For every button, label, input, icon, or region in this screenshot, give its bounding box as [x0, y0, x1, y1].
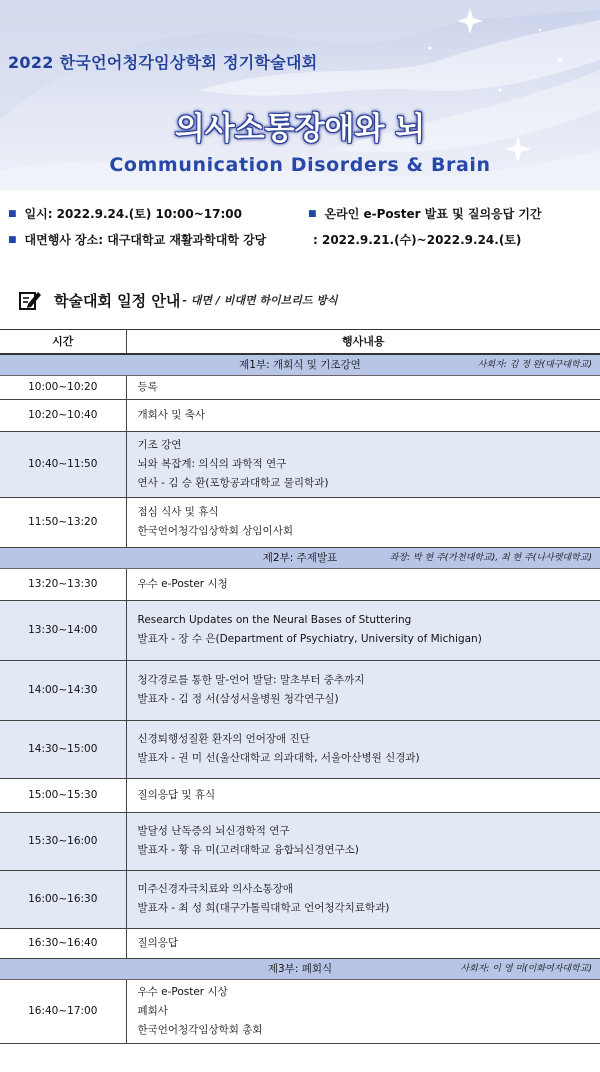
content-line: 신경퇴행성질환 환자의 언어장애 진단: [137, 733, 310, 745]
content-line: 발표자 - 장 수 은(Department of Psychiatry, University of Michigan): [137, 633, 482, 645]
content-line: 발표자 - 최 성 희(대구가톨릭대학교 언어청각치료학과): [137, 902, 390, 914]
memo-pen-icon: [18, 289, 42, 311]
table-row: [0, 431, 600, 497]
content-line: 미주신경자극치료와 의사소통장애: [137, 883, 293, 895]
content-cell: [126, 660, 600, 720]
header-content: 행사내용: [126, 330, 600, 354]
time-cell: 13:20~13:30: [0, 568, 126, 600]
sub-title: Communication Disorders & Brain: [109, 154, 491, 176]
time-cell: 13:30~14:00: [0, 600, 126, 660]
table-row: [0, 497, 600, 547]
main-title: 의사소통장애와 뇌: [174, 111, 426, 147]
table-header-row: [0, 330, 600, 354]
info-online-period: : 2022.9.21.(수)~2022.9.24.(토): [313, 233, 522, 247]
content-line: 발표자 - 김 정 서(삼성서울병원 청각연구실): [137, 693, 339, 705]
content-line: 한국언어청각임상학회 총회: [137, 1023, 263, 1036]
section-cell: [0, 354, 600, 376]
time-cell: 15:00~15:30: [0, 778, 126, 812]
table-row: [0, 660, 600, 720]
square-bullet-icon: ■: [8, 209, 17, 219]
section-row: [0, 547, 600, 568]
time-cell: 11:50~13:20: [0, 497, 126, 547]
table-row: [0, 375, 600, 399]
content-line: 발달성 난독증의 뇌신경학적 연구: [137, 825, 290, 837]
section-chair: 좌장: 박 현 주(가천대학교), 최 현 주(나사렛대학교): [389, 552, 592, 563]
table-row: [0, 812, 600, 870]
content-cell: [126, 720, 600, 778]
content-line: 발표자 - 권 미 선(울산대학교 의과대학, 서울아산병원 신경과): [137, 752, 420, 764]
content-line: 청각경로를 통한 말-언어 발달: 말초부터 중추까지: [137, 674, 365, 686]
content-cell: [126, 399, 600, 431]
content-line: 개회사 및 축사: [137, 408, 206, 421]
info-venue: ■ 대면행사 장소: 대구대학교 재활과학대학 강당: [8, 233, 267, 247]
time-cell: 10:00~10:20: [0, 375, 126, 399]
schedule-heading-note: - 대면 / 비대면 하이브리드 방식: [182, 294, 338, 307]
content-line: 우수 e-Poster 시상: [137, 985, 228, 998]
content-line: 기조 강연: [137, 438, 182, 451]
time-cell: 10:20~10:40: [0, 399, 126, 431]
content-line: 질의응답: [137, 936, 179, 949]
content-cell: [126, 497, 600, 547]
content-line: 폐회사: [137, 1004, 168, 1017]
content-line: 발표자 - 황 유 미(고려대학교 융합뇌신경연구소): [137, 844, 359, 856]
square-bullet-icon: ■: [308, 209, 317, 219]
section-chair: 사회자: 이 영 미(이화여자대학교): [460, 963, 592, 974]
content-line: Research Updates on the Neural Bases of Stuttering: [137, 614, 412, 626]
square-bullet-icon: ■: [8, 235, 17, 245]
header-banner: [0, 0, 600, 190]
time-cell: 10:40~11:50: [0, 431, 126, 497]
section-cell: [0, 958, 600, 979]
info-date: ■ 일시: 2022.9.24.(토) 10:00~17:00: [8, 207, 242, 221]
schedule-heading-label: 학술대회 일정 안내: [54, 291, 181, 310]
schedule-heading: [18, 289, 338, 311]
schedule-table: [0, 329, 600, 1044]
section-row: [0, 354, 600, 376]
schedule-body: [0, 354, 600, 1044]
content-line: 한국언어청각임상학회 상임이사회: [137, 525, 293, 537]
content-cell: [126, 928, 600, 958]
header-time: 시간: [0, 330, 126, 354]
time-cell: 16:00~16:30: [0, 870, 126, 928]
content-cell: [126, 778, 600, 812]
conference-title: 2022 한국언어청각임상학회 정기학술대회: [8, 53, 318, 72]
content-cell: [126, 979, 600, 1043]
time-cell: 14:00~14:30: [0, 660, 126, 720]
content-cell: [126, 870, 600, 928]
table-row: [0, 600, 600, 660]
time-cell: 14:30~15:00: [0, 720, 126, 778]
section-row: [0, 958, 600, 979]
content-cell: [126, 812, 600, 870]
content-line: 질의응답 및 휴식: [137, 788, 216, 801]
table-row: [0, 399, 600, 431]
content-cell: [126, 600, 600, 660]
table-row: [0, 979, 600, 1043]
section-title: 제1부: 개회식 및 기조강연: [239, 358, 361, 371]
table-row: [0, 870, 600, 928]
content-cell: [126, 431, 600, 497]
section-title: 제2부: 주제발표: [262, 551, 338, 564]
content-line: 우수 e-Poster 시청: [137, 577, 228, 590]
info-online-label: ■ 온라인 e-Poster 발표 및 질의응답 기간: [308, 207, 542, 221]
table-row: [0, 720, 600, 778]
content-line: 연사 - 김 승 환(포항공과대학교 물리학과): [137, 476, 329, 489]
content-line: 뇌와 복잡계: 의식의 과학적 연구: [137, 457, 287, 470]
section-cell: [0, 547, 600, 568]
content-line: 등록: [137, 380, 158, 393]
table-row: [0, 778, 600, 812]
content-cell: [126, 568, 600, 600]
table-row: [0, 568, 600, 600]
time-cell: 16:40~17:00: [0, 979, 126, 1043]
section-title: 제3부: 폐회식: [267, 962, 333, 975]
content-line: 점심 식사 및 휴식: [137, 506, 219, 518]
content-cell: [126, 375, 600, 399]
section-chair: 사회자: 김 정 완(대구대학교): [477, 359, 592, 370]
time-cell: 15:30~16:00: [0, 812, 126, 870]
time-cell: 16:30~16:40: [0, 928, 126, 958]
table-row: [0, 928, 600, 958]
